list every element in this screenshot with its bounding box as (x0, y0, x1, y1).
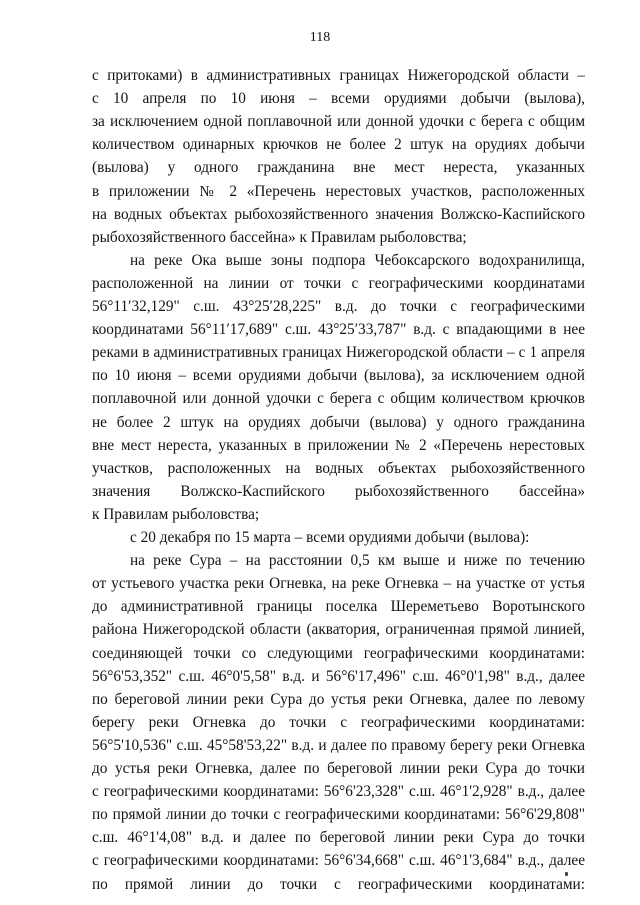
text-line: района Нижегородской области (акватория, ограниченная прямой линией, (92, 621, 585, 639)
text-line: с географическими координатами: 56°6'23,328" с.ш. 46°1'2,928" в.д., далее (92, 783, 585, 801)
text-line: вне мест нереста, указанных в приложении № 2 «Перечень нерестовых (92, 436, 585, 454)
text-line: до устья реки Огневка, далее по береговой линии реки Сура до точки (92, 760, 585, 777)
text-line: количеством одинарных крючков не более 2 штук на орудиях добычи (92, 136, 585, 154)
text-line: по береговой линии реки Сура до устья реки Огневка, далее по левому (92, 690, 585, 708)
text-line: на реке Сура – на расстоянии 0,5 км выше и ниже по течению (130, 552, 585, 570)
text-line: значения Волжско-Каспийского рыбохозяйственного бассейна» (92, 482, 585, 500)
text-line: по прямой линии до точки с географическими координатами: 56°6'29,808" (92, 806, 585, 824)
text-line: реками в административных границах Нижегородской области – с 1 апреля (92, 344, 585, 362)
text-line: на водных объектах рыбохозяйственного значения Волжско-Каспийского (92, 205, 585, 223)
text-line: с 10 апреля по 10 июня – всеми орудиями добычи (вылова), (92, 90, 585, 108)
text-line: на реке Ока выше зоны подпора Чебоксарского водохранилища, (130, 251, 585, 269)
text-line: расположенной на линии от точки с географическими координатами (92, 274, 585, 292)
text-line: к Правилам рыболовства; (92, 505, 260, 523)
text-line: с 20 декабря по 15 марта – всеми орудиями добычи (вылова): (130, 529, 530, 546)
text-line: от устьевого участка реки Огневка, на реке Огневка – на участке от устья (92, 575, 585, 593)
text-line: 56°11′32,129" с.ш. 43°25′28,225" в.д. до точки с географическими (92, 298, 585, 315)
text-line: берегу реки Огневка до точки с географическими координатами: (92, 713, 585, 731)
text-line: не более 2 штук на орудиях добычи (вылова) у одного гражданина (92, 413, 585, 431)
text-line: участков, расположенных на водных объектах рыбохозяйственного (92, 459, 585, 477)
text-line: координатами 56°11′17,689" с.ш. 43°25′33,787" в.д. с впадающими в нее (92, 321, 585, 339)
text-line: по прямой линии до точки с географическими координатами: (92, 875, 585, 893)
text-line: до административной границы поселка Шереметьево Воротынского (92, 598, 585, 616)
text-line: за исключением одной поплавочной или донной удочки с берега с общим (92, 113, 585, 131)
page-number: 118 (309, 30, 331, 45)
text-line: с притоками) в административных границах Нижегородской области – (92, 67, 585, 84)
text-line: 56°5'10,536" с.ш. 45°58'53,22" в.д. и далее по правому берегу реки Огневка (92, 736, 585, 754)
text-line: (вылова) у одного гражданина вне мест нереста, указанных (92, 159, 585, 177)
text-line: по 10 июня – всеми орудиями добычи (вылова), за исключением одной (92, 367, 585, 385)
text-line: соединяющей точки со следующими географическими координатами: (92, 644, 585, 662)
text-line: с географическими координатами: 56°6'34,668" с.ш. 46°1'3,684" в.д., далее (92, 852, 585, 870)
text-line: с.ш. 46°1'4,08" в.д. и далее по береговой линии реки Сура до точки (92, 829, 585, 847)
text-line: рыбохозяйственного бассейна» к Правилам рыболовства; (92, 228, 467, 246)
text-line: поплавочной или донной удочки с берега с общим количеством крючков (92, 390, 585, 408)
scan-mark (565, 872, 568, 876)
text-line: в приложении № 2 «Перечень нерестовых участков, расположенных (92, 182, 585, 200)
text-line: 56°6'53,352" с.ш. 46°0'5,58" в.д. и 56°6'17,496" с.ш. 46°0'1,98" в.д., далее (92, 667, 585, 685)
